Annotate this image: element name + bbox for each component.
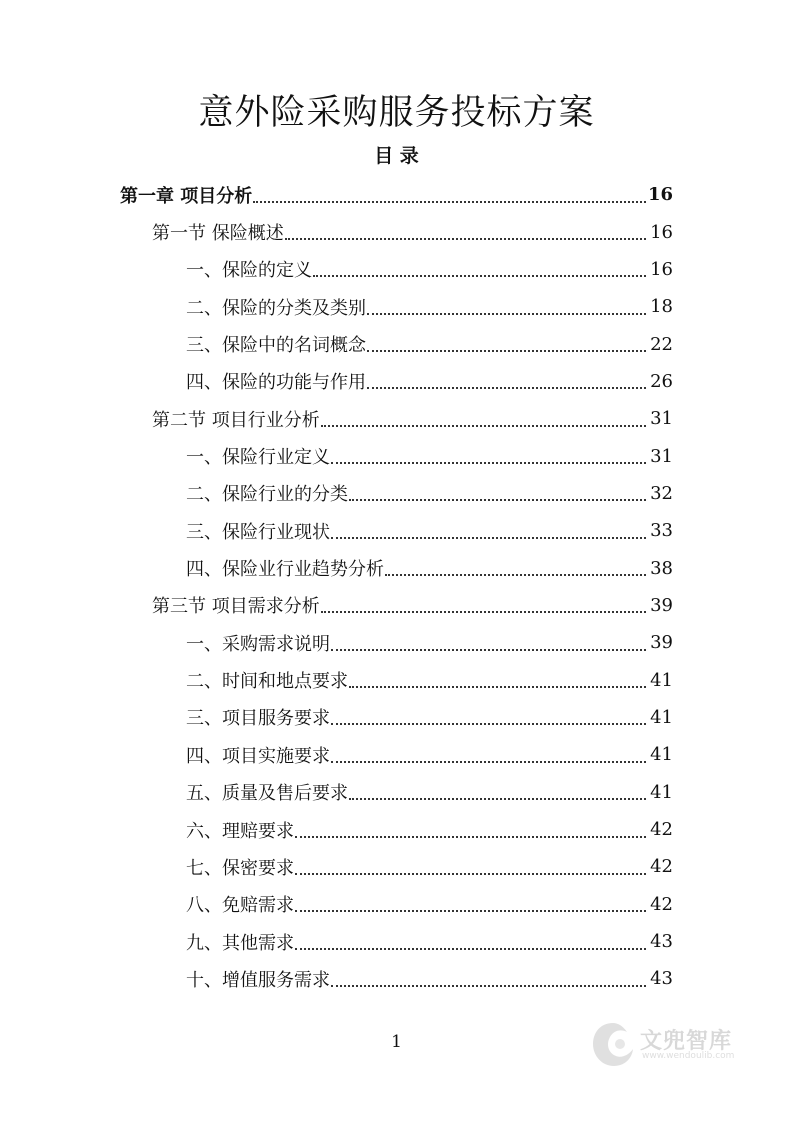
toc-entry[interactable]: [0, 848, 793, 885]
toc-entry-page: 39: [650, 594, 673, 616]
toc-entry[interactable]: [0, 176, 793, 213]
toc-entry[interactable]: [0, 437, 793, 474]
watermark-url: www.wendoulib.com: [642, 1051, 735, 1061]
toc-entry-page: 16: [650, 221, 673, 243]
toc-dot-leader: [295, 873, 646, 875]
toc-dot-leader: [331, 985, 646, 987]
table-of-contents: [0, 176, 793, 998]
toc-entry-page: 18: [650, 296, 673, 318]
toc-heading: 目 录: [374, 145, 419, 167]
toc-entry-label: 二、时间和地点要求: [186, 671, 348, 693]
toc-dot-leader: [367, 350, 646, 352]
toc-entry-label: 第一章 项目分析: [120, 185, 253, 207]
toc-entry-label: 七、保密要求: [186, 857, 294, 879]
toc-entry-page: 43: [650, 968, 673, 990]
toc-entry[interactable]: [0, 661, 793, 698]
toc-entry-label: 十、增值服务需求: [186, 969, 330, 991]
toc-entry-page: 39: [650, 632, 673, 654]
toc-entry-label: 第三节 项目需求分析: [152, 596, 320, 618]
toc-entry-label: 三、项目服务要求: [186, 708, 330, 730]
toc-dot-leader: [331, 649, 646, 651]
toc-entry-page: 41: [650, 706, 673, 728]
toc-entry-label: 八、免赔需求: [186, 895, 294, 917]
toc-entry-label: 一、保险的定义: [186, 260, 312, 282]
toc-entry-page: 42: [650, 893, 673, 915]
toc-entry-label: 三、保险中的名词概念: [186, 335, 366, 357]
toc-entry-label: 四、项目实施要求: [186, 745, 330, 767]
toc-entry[interactable]: [0, 811, 793, 848]
toc-dot-leader: [367, 387, 646, 389]
toc-dot-leader: [321, 425, 646, 427]
toc-entry-page: 22: [650, 333, 673, 355]
toc-entry-label: 二、保险行业的分类: [186, 484, 348, 506]
toc-entry[interactable]: [0, 960, 793, 997]
toc-entry-page: 41: [650, 669, 673, 691]
toc-entry[interactable]: [0, 512, 793, 549]
page-number: 1: [391, 1032, 402, 1052]
toc-dot-leader: [321, 611, 646, 613]
toc-entry[interactable]: [0, 736, 793, 773]
toc-dot-leader: [331, 537, 646, 539]
toc-entry-label: 三、保险行业现状: [186, 521, 330, 543]
toc-entry-page: 16: [647, 184, 673, 206]
watermark: [590, 1018, 760, 1072]
toc-dot-leader: [295, 948, 646, 950]
toc-entry-page: 42: [650, 856, 673, 878]
toc-entry-page: 38: [650, 557, 673, 579]
toc-dot-leader: [331, 462, 646, 464]
document-title: 意外险采购服务投标方案: [198, 93, 595, 133]
toc-dot-leader: [349, 499, 646, 501]
toc-entry[interactable]: [0, 549, 793, 586]
watermark-brand: 文兜智库: [640, 1029, 733, 1054]
toc-dot-leader: [253, 201, 646, 203]
toc-entry-page: 31: [650, 445, 673, 467]
toc-dot-leader: [349, 686, 646, 688]
toc-dot-leader: [385, 574, 646, 576]
toc-entry-label: 第二节 项目行业分析: [152, 409, 320, 431]
toc-dot-leader: [285, 238, 646, 240]
toc-entry[interactable]: [0, 587, 793, 624]
toc-entry[interactable]: [0, 923, 793, 960]
toc-entry[interactable]: [0, 213, 793, 250]
toc-entry[interactable]: [0, 400, 793, 437]
toc-entry[interactable]: [0, 624, 793, 661]
toc-entry-label: 九、其他需求: [186, 932, 294, 954]
toc-dot-leader: [331, 761, 646, 763]
toc-entry-page: 32: [650, 482, 673, 504]
toc-dot-leader: [313, 275, 646, 277]
toc-entry-page: 43: [650, 931, 673, 953]
toc-entry-page: 31: [650, 408, 673, 430]
toc-dot-leader: [331, 723, 646, 725]
toc-dot-leader: [367, 313, 646, 315]
toc-entry-page: 41: [650, 781, 673, 803]
wendou-logo-icon: [590, 1020, 636, 1070]
toc-entry[interactable]: [0, 475, 793, 512]
toc-entry-label: 二、保险的分类及类别: [186, 297, 366, 319]
toc-entry-label: 五、质量及售后要求: [186, 783, 348, 805]
toc-entry-label: 一、采购需求说明: [186, 633, 330, 655]
toc-entry[interactable]: [0, 363, 793, 400]
toc-entry[interactable]: [0, 886, 793, 923]
toc-entry-label: 四、保险的功能与作用: [186, 372, 366, 394]
toc-entry-label: 四、保险业行业趋势分析: [186, 559, 384, 581]
toc-entry[interactable]: [0, 288, 793, 325]
toc-entry-label: 第一节 保险概述: [152, 223, 284, 245]
toc-entry-page: 26: [650, 370, 673, 392]
toc-entry-page: 33: [650, 520, 673, 542]
toc-entry-page: 41: [650, 744, 673, 766]
toc-entry[interactable]: [0, 325, 793, 362]
toc-entry[interactable]: [0, 699, 793, 736]
toc-entry-label: 一、保险行业定义: [186, 447, 330, 469]
toc-dot-leader: [295, 836, 646, 838]
toc-entry[interactable]: [0, 774, 793, 811]
toc-entry-page: 42: [650, 819, 673, 841]
toc-entry-page: 16: [650, 258, 673, 280]
toc-entry-label: 六、理赔要求: [186, 820, 294, 842]
toc-entry[interactable]: [0, 251, 793, 288]
toc-dot-leader: [349, 798, 646, 800]
toc-dot-leader: [295, 910, 646, 912]
